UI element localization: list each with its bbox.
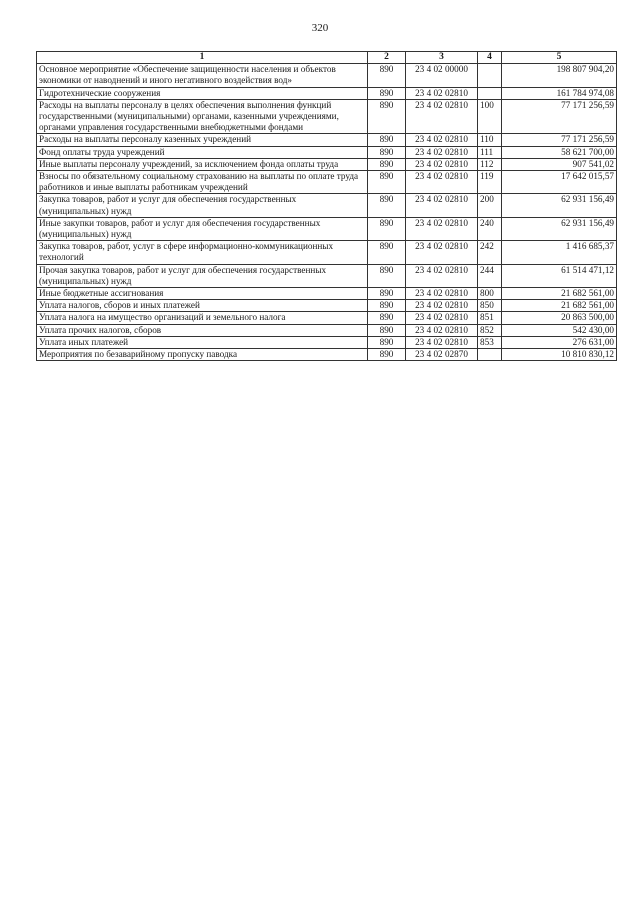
row-admin-code: 890 [368, 312, 406, 324]
row-admin-code: 890 [368, 146, 406, 158]
row-admin-code: 890 [368, 158, 406, 170]
row-amount: 1 416 685,37 [502, 241, 617, 264]
row-target-article: 23 4 02 02810 [406, 264, 478, 287]
row-amount: 77 171 256,59 [502, 134, 617, 146]
row-amount: 61 514 471,12 [502, 264, 617, 287]
col-header-1: 1 [37, 52, 368, 64]
row-name: Фонд оплаты труда учреждений [37, 146, 368, 158]
row-amount: 21 682 561,00 [502, 300, 617, 312]
row-name: Закупка товаров, работ, услуг в сфере информационно-коммуникационных технологий [37, 241, 368, 264]
row-name: Иные бюджетные ассигнования [37, 288, 368, 300]
row-admin-code: 890 [368, 64, 406, 87]
row-name: Иные выплаты персоналу учреждений, за исключением фонда оплаты труда [37, 158, 368, 170]
row-admin-code: 890 [368, 288, 406, 300]
row-target-article: 23 4 02 02810 [406, 312, 478, 324]
row-amount: 62 931 156,49 [502, 194, 617, 217]
col-header-3: 3 [406, 52, 478, 64]
row-expense-type [478, 64, 502, 87]
table-row [37, 134, 617, 146]
row-admin-code: 890 [368, 194, 406, 217]
row-expense-type: 200 [478, 194, 502, 217]
row-target-article: 23 4 02 02810 [406, 217, 478, 240]
row-amount: 21 682 561,00 [502, 288, 617, 300]
table-row [37, 171, 617, 194]
row-admin-code: 890 [368, 349, 406, 361]
row-amount: 542 430,00 [502, 324, 617, 336]
row-admin-code: 890 [368, 264, 406, 287]
budget-table [36, 51, 617, 361]
table-row [37, 312, 617, 324]
col-header-4: 4 [478, 52, 502, 64]
row-target-article: 23 4 02 02810 [406, 336, 478, 348]
table-row [37, 349, 617, 361]
table-row [37, 87, 617, 99]
row-amount: 20 863 500,00 [502, 312, 617, 324]
row-name: Гидротехнические сооружения [37, 87, 368, 99]
row-admin-code: 890 [368, 336, 406, 348]
row-admin-code: 890 [368, 134, 406, 146]
table-row [37, 158, 617, 170]
row-target-article: 23 4 02 02810 [406, 158, 478, 170]
row-target-article: 23 4 02 02810 [406, 134, 478, 146]
col-header-5: 5 [502, 52, 617, 64]
table-row [37, 194, 617, 217]
row-target-article: 23 4 02 02870 [406, 349, 478, 361]
row-expense-type: 100 [478, 99, 502, 134]
row-amount: 17 642 015,57 [502, 171, 617, 194]
row-name: Уплата налога на имущество организаций и земельного налога [37, 312, 368, 324]
table-body [37, 64, 617, 361]
row-admin-code: 890 [368, 87, 406, 99]
row-name: Мероприятия по безаварийному пропуску паводка [37, 349, 368, 361]
row-expense-type: 112 [478, 158, 502, 170]
row-admin-code: 890 [368, 300, 406, 312]
row-name: Взносы по обязательному социальному страхованию на выплаты по оплате труда работников и иные выплаты работникам учреждений [37, 171, 368, 194]
row-name: Прочая закупка товаров, работ и услуг для обеспечения государственных (муниципальных) нужд [37, 264, 368, 287]
row-target-article: 23 4 02 02810 [406, 146, 478, 158]
row-expense-type: 800 [478, 288, 502, 300]
table-row [37, 241, 617, 264]
row-expense-type [478, 349, 502, 361]
page-number: 320 [311, 22, 329, 34]
row-expense-type: 240 [478, 217, 502, 240]
row-amount: 77 171 256,59 [502, 99, 617, 134]
col-header-2: 2 [368, 52, 406, 64]
row-name: Иные закупки товаров, работ и услуг для обеспечения государственных (муниципальных) нужд [37, 217, 368, 240]
row-amount: 62 931 156,49 [502, 217, 617, 240]
row-expense-type: 110 [478, 134, 502, 146]
row-name: Уплата налогов, сборов и иных платежей [37, 300, 368, 312]
row-admin-code: 890 [368, 217, 406, 240]
row-amount: 161 784 974,08 [502, 87, 617, 99]
row-expense-type: 852 [478, 324, 502, 336]
row-expense-type: 119 [478, 171, 502, 194]
row-target-article: 23 4 02 02810 [406, 300, 478, 312]
table-row [37, 99, 617, 134]
row-expense-type: 853 [478, 336, 502, 348]
row-admin-code: 890 [368, 99, 406, 134]
row-expense-type: 244 [478, 264, 502, 287]
row-amount: 276 631,00 [502, 336, 617, 348]
row-expense-type: 242 [478, 241, 502, 264]
row-target-article: 23 4 02 02810 [406, 87, 478, 99]
row-expense-type: 850 [478, 300, 502, 312]
table-row [37, 264, 617, 287]
row-target-article: 23 4 02 02810 [406, 288, 478, 300]
row-amount: 198 807 904,20 [502, 64, 617, 87]
row-amount: 58 621 700,00 [502, 146, 617, 158]
table-row [37, 324, 617, 336]
row-expense-type: 111 [478, 146, 502, 158]
row-target-article: 23 4 02 02810 [406, 99, 478, 134]
row-target-article: 23 4 02 02810 [406, 194, 478, 217]
row-expense-type: 851 [478, 312, 502, 324]
row-admin-code: 890 [368, 324, 406, 336]
row-name: Расходы на выплаты персоналу казенных учреждений [37, 134, 368, 146]
row-admin-code: 890 [368, 241, 406, 264]
row-target-article: 23 4 02 02810 [406, 171, 478, 194]
table-row [37, 300, 617, 312]
row-amount: 907 541,02 [502, 158, 617, 170]
row-expense-type [478, 87, 502, 99]
table-row [37, 288, 617, 300]
table-row [37, 217, 617, 240]
row-name: Уплата иных платежей [37, 336, 368, 348]
table-row [37, 64, 617, 87]
row-admin-code: 890 [368, 171, 406, 194]
row-name: Основное мероприятие «Обеспечение защищенности населения и объектов экономики от наводнений и иного негативного воздействия вод» [37, 64, 368, 87]
row-target-article: 23 4 02 02810 [406, 241, 478, 264]
row-target-article: 23 4 02 02810 [406, 324, 478, 336]
header-row [37, 52, 617, 64]
table-row [37, 146, 617, 158]
row-name: Уплата прочих налогов, сборов [37, 324, 368, 336]
table-row [37, 336, 617, 348]
row-name: Закупка товаров, работ и услуг для обеспечения государственных (муниципальных) нужд [37, 194, 368, 217]
row-amount: 10 810 830,12 [502, 349, 617, 361]
row-name: Расходы на выплаты персоналу в целях обеспечения выполнения функций государственными (муниципальными) органами, казенными учреждениями, органами управления государственными внебюджетными фондами [37, 99, 368, 134]
row-target-article: 23 4 02 00000 [406, 64, 478, 87]
